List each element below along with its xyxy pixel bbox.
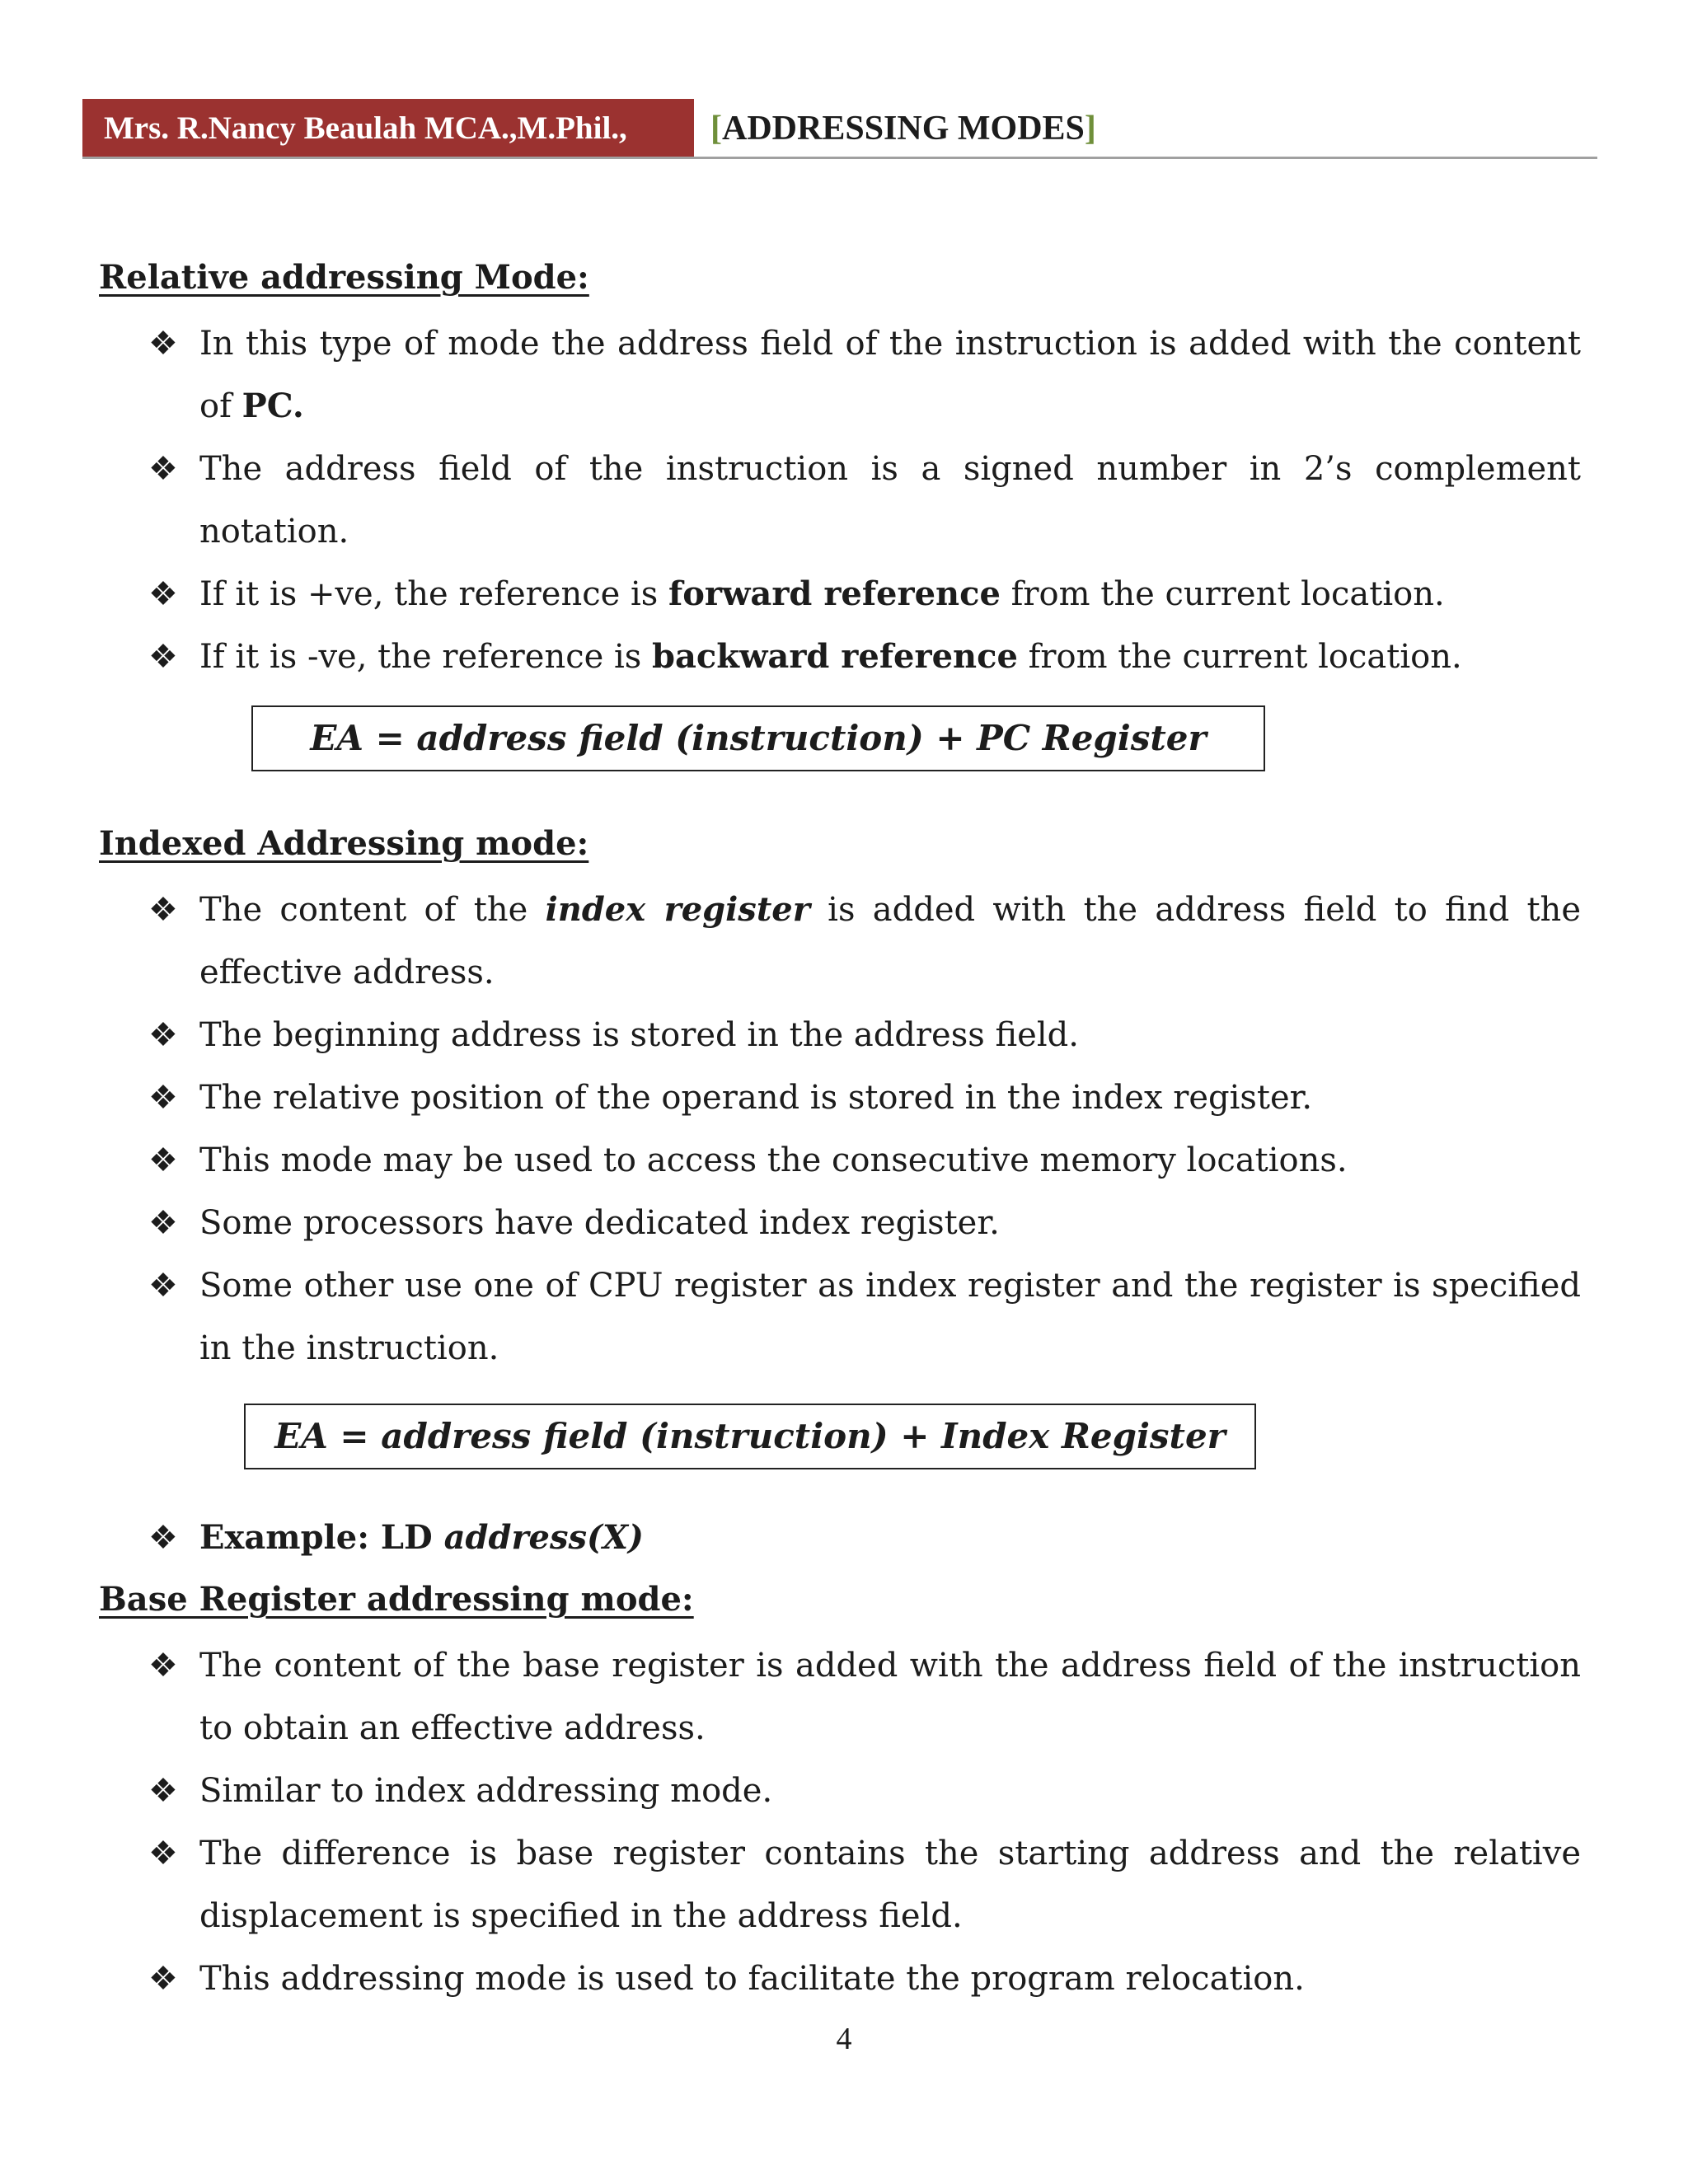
list-item: ❖ The relative position of the operand is stored in the index register. (148, 1066, 1581, 1129)
bullet-icon: ❖ (148, 325, 178, 363)
list-item: ❖ If it is +ve, the reference is forward reference from the current location. (148, 563, 1581, 626)
title-bracket-close: ] (1084, 110, 1096, 148)
bullet-icon: ❖ (148, 638, 178, 676)
list-item: ❖ This addressing mode is used to facilitate the program relocation. (148, 1947, 1581, 2010)
bullet-icon: ❖ (148, 1519, 178, 1557)
header-title (710, 99, 1096, 158)
header-author: Mrs. R.Nancy Beaulah MCA.,M.Phil., (82, 99, 694, 158)
list-item: ❖ If it is -ve, the reference is backward reference from the current location. (148, 626, 1581, 688)
bullet-icon: ❖ (148, 1204, 178, 1242)
bullet-icon: ❖ (148, 1835, 178, 1872)
heading-indexed: Indexed Addressing mode: (99, 824, 589, 863)
bullet-icon: ❖ (148, 1079, 178, 1117)
list-item: ❖ The address field of the instruction is a signed number in 2’s complement notation. (148, 438, 1581, 563)
title-bracket-open: [ (710, 110, 722, 148)
bullet-icon: ❖ (148, 1016, 178, 1054)
bullet-icon: ❖ (148, 575, 178, 613)
list-item: ❖ Similar to index addressing mode. (148, 1760, 1581, 1822)
page-header (82, 99, 1597, 158)
page-number: 4 (836, 2022, 852, 2056)
bullet-icon: ❖ (148, 1267, 178, 1305)
example-item: ❖ Example: LD address(X) (148, 1507, 1581, 1569)
bullet-icon: ❖ (148, 1960, 178, 1998)
list-item: ❖ In this type of mode the address field of the instruction is added with the content of PC. (148, 312, 1581, 438)
formula-box-relative: EA = address field (instruction) + PC Register (251, 705, 1265, 771)
bullet-icon: ❖ (148, 1141, 178, 1179)
bullet-icon: ❖ (148, 891, 178, 929)
list-item: ❖ The content of the base register is added with the address field of the instruction to obtain an effective address. (148, 1634, 1581, 1760)
list-item: ❖ This mode may be used to access the consecutive memory locations. (148, 1129, 1581, 1192)
header-rule (82, 157, 1597, 159)
list-item: ❖ Some processors have dedicated index register. (148, 1192, 1581, 1254)
list-item: ❖ The difference is base register contains the starting address and the relative displacement is specified in the address field. (148, 1822, 1581, 1947)
list-item: ❖ The beginning address is stored in the address field. (148, 1004, 1581, 1066)
title-text: ADDRESSING MODES (722, 110, 1085, 148)
list-item: ❖ Some other use one of CPU register as index register and the register is specified in the instruction. (148, 1254, 1581, 1380)
bullet-icon: ❖ (148, 450, 178, 488)
bullet-icon: ❖ (148, 1647, 178, 1685)
heading-base: Base Register addressing mode: (99, 1580, 694, 1619)
formula-box-indexed: EA = address field (instruction) + Index Register (244, 1404, 1256, 1469)
bullet-icon: ❖ (148, 1772, 178, 1810)
list-item: ❖ The content of the index register is added with the address field to find the effective address. (148, 879, 1581, 1004)
heading-relative: Relative addressing Mode: (99, 258, 589, 297)
